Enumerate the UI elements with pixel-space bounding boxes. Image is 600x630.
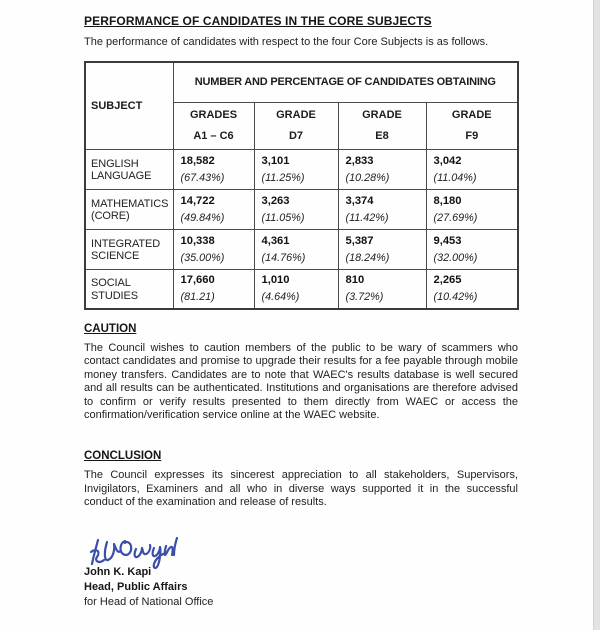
candidate-percentage: (11.05%) — [261, 211, 305, 224]
candidate-count: 810 — [345, 274, 365, 287]
candidate-percentage: (4.64%) — [261, 291, 300, 304]
table-row-social-studies — [85, 269, 518, 309]
candidate-count: 18,582 — [180, 154, 215, 167]
candidate-percentage: (10.28%) — [345, 171, 390, 184]
candidate-percentage: (81.21) — [180, 291, 215, 304]
grade-cell — [338, 229, 426, 269]
signatory-subtitle: for Head of National Office — [84, 595, 214, 608]
candidate-count: 1,010 — [261, 274, 290, 287]
grade-cell — [254, 229, 338, 269]
candidate-percentage: (14.76%) — [261, 251, 306, 264]
signatory-title: Head, Public Affairs — [84, 580, 188, 593]
signatory-name: John K. Kapi — [84, 565, 152, 578]
candidate-count: 4,361 — [261, 234, 290, 247]
candidate-count: 3,101 — [261, 154, 290, 167]
candidate-count: 3,374 — [345, 194, 374, 207]
conclusion-paragraph: The Council expresses its sincerest appreciation to all stakeholders, Supervisors, Invigilators, Examiners and all who in diverse ways supported it in the successful conduct of the examination and release of results. — [84, 469, 518, 509]
candidate-percentage: (49.84%) — [180, 211, 225, 224]
candidate-count: 10,338 — [180, 234, 215, 247]
caution-paragraph: The Council wishes to caution members of the public to be wary of scammers who contact candidates and promise to upgrade their results for a fee payable through mobile money transfers. Candidates are to note that WAEC's results database is well secured and all results can be authenticated. Institutions and organisations are therefore advised to confirm or verify results presented to them directly from WAEC or access the confirmation/verification service online at the WAEC website. — [84, 342, 518, 422]
candidate-percentage: (11.04%) — [433, 171, 477, 184]
candidate-percentage: (10.42%) — [433, 291, 478, 304]
grade-cell — [426, 149, 518, 189]
grade-cell — [173, 269, 254, 309]
grade-header-line2: D7 — [288, 129, 304, 142]
subject-cell: MATHEMATICS (CORE) — [85, 189, 173, 229]
grade-cell — [426, 189, 518, 229]
candidate-percentage: (67.43%) — [180, 171, 225, 184]
intro-text: The performance of candidates with respect to the four Core Subjects is as follows. — [84, 36, 489, 48]
conclusion-heading: CONCLUSION — [84, 450, 162, 463]
grade-header-line1: GRADE — [276, 108, 316, 121]
candidate-count: 17,660 — [180, 274, 215, 287]
table-row-integrated-science — [85, 229, 518, 269]
candidate-percentage: (32.00%) — [433, 251, 478, 264]
grade-header-line1: GRADE — [362, 108, 402, 121]
grade-cell — [173, 149, 254, 189]
grade-cell — [254, 269, 338, 309]
table-header-row-group — [85, 62, 518, 102]
candidate-count: 8,180 — [433, 194, 462, 207]
grade-cell — [426, 269, 518, 309]
candidate-count: 9,453 — [433, 234, 462, 247]
subject-column-header: SUBJECT — [85, 62, 173, 149]
candidate-count: 3,042 — [433, 154, 462, 167]
candidate-percentage: (18.24%) — [345, 251, 390, 264]
grade-header-line2: F9 — [465, 129, 479, 142]
grade-header-line2: E8 — [375, 129, 389, 142]
grade-cell — [254, 189, 338, 229]
caution-heading: CAUTION — [84, 323, 137, 335]
grade-header-e8 — [338, 102, 426, 149]
document-content — [84, 14, 518, 610]
group-column-header: NUMBER AND PERCENTAGE OF CANDIDATES OBTAINING — [173, 62, 518, 102]
performance-table — [84, 61, 519, 310]
candidate-count: 2,833 — [345, 154, 374, 167]
grade-header-line1: GRADES — [189, 108, 238, 121]
candidate-percentage: (27.69%) — [433, 211, 478, 224]
candidate-percentage: (11.25%) — [261, 171, 305, 184]
candidate-count: 5,387 — [345, 234, 374, 247]
grade-header-line1: GRADE — [451, 108, 492, 121]
table-row-english — [85, 149, 518, 189]
subject-cell: INTEGRATED SCIENCE — [85, 229, 173, 269]
grade-cell — [338, 149, 426, 189]
candidate-count: 3,263 — [261, 194, 290, 207]
grade-header-d7 — [254, 102, 338, 149]
candidate-count: 14,722 — [180, 194, 215, 207]
candidate-percentage: (11.42%) — [345, 211, 389, 224]
page-title: PERFORMANCE OF CANDIDATES IN THE CORE SUBJECTS — [84, 14, 432, 28]
subject-cell: SOCIAL STUDIES — [85, 269, 173, 309]
candidate-percentage: (35.00%) — [180, 251, 225, 264]
grade-header-line2: A1 – C6 — [193, 129, 234, 142]
grade-cell — [338, 269, 426, 309]
grade-header-f9 — [426, 102, 518, 149]
grade-cell — [173, 189, 254, 229]
subject-cell: ENGLISH LANGUAGE — [85, 149, 173, 189]
signature-block — [84, 534, 518, 610]
grade-cell — [426, 229, 518, 269]
grade-cell — [173, 229, 254, 269]
candidate-percentage: (3.72%) — [345, 291, 384, 304]
candidate-count: 2,265 — [433, 274, 462, 287]
grade-header-a1c6 — [173, 102, 254, 149]
table-row-mathematics — [85, 189, 518, 229]
scan-edge-artifact — [593, 0, 600, 630]
grade-cell — [338, 189, 426, 229]
grade-cell — [254, 149, 338, 189]
